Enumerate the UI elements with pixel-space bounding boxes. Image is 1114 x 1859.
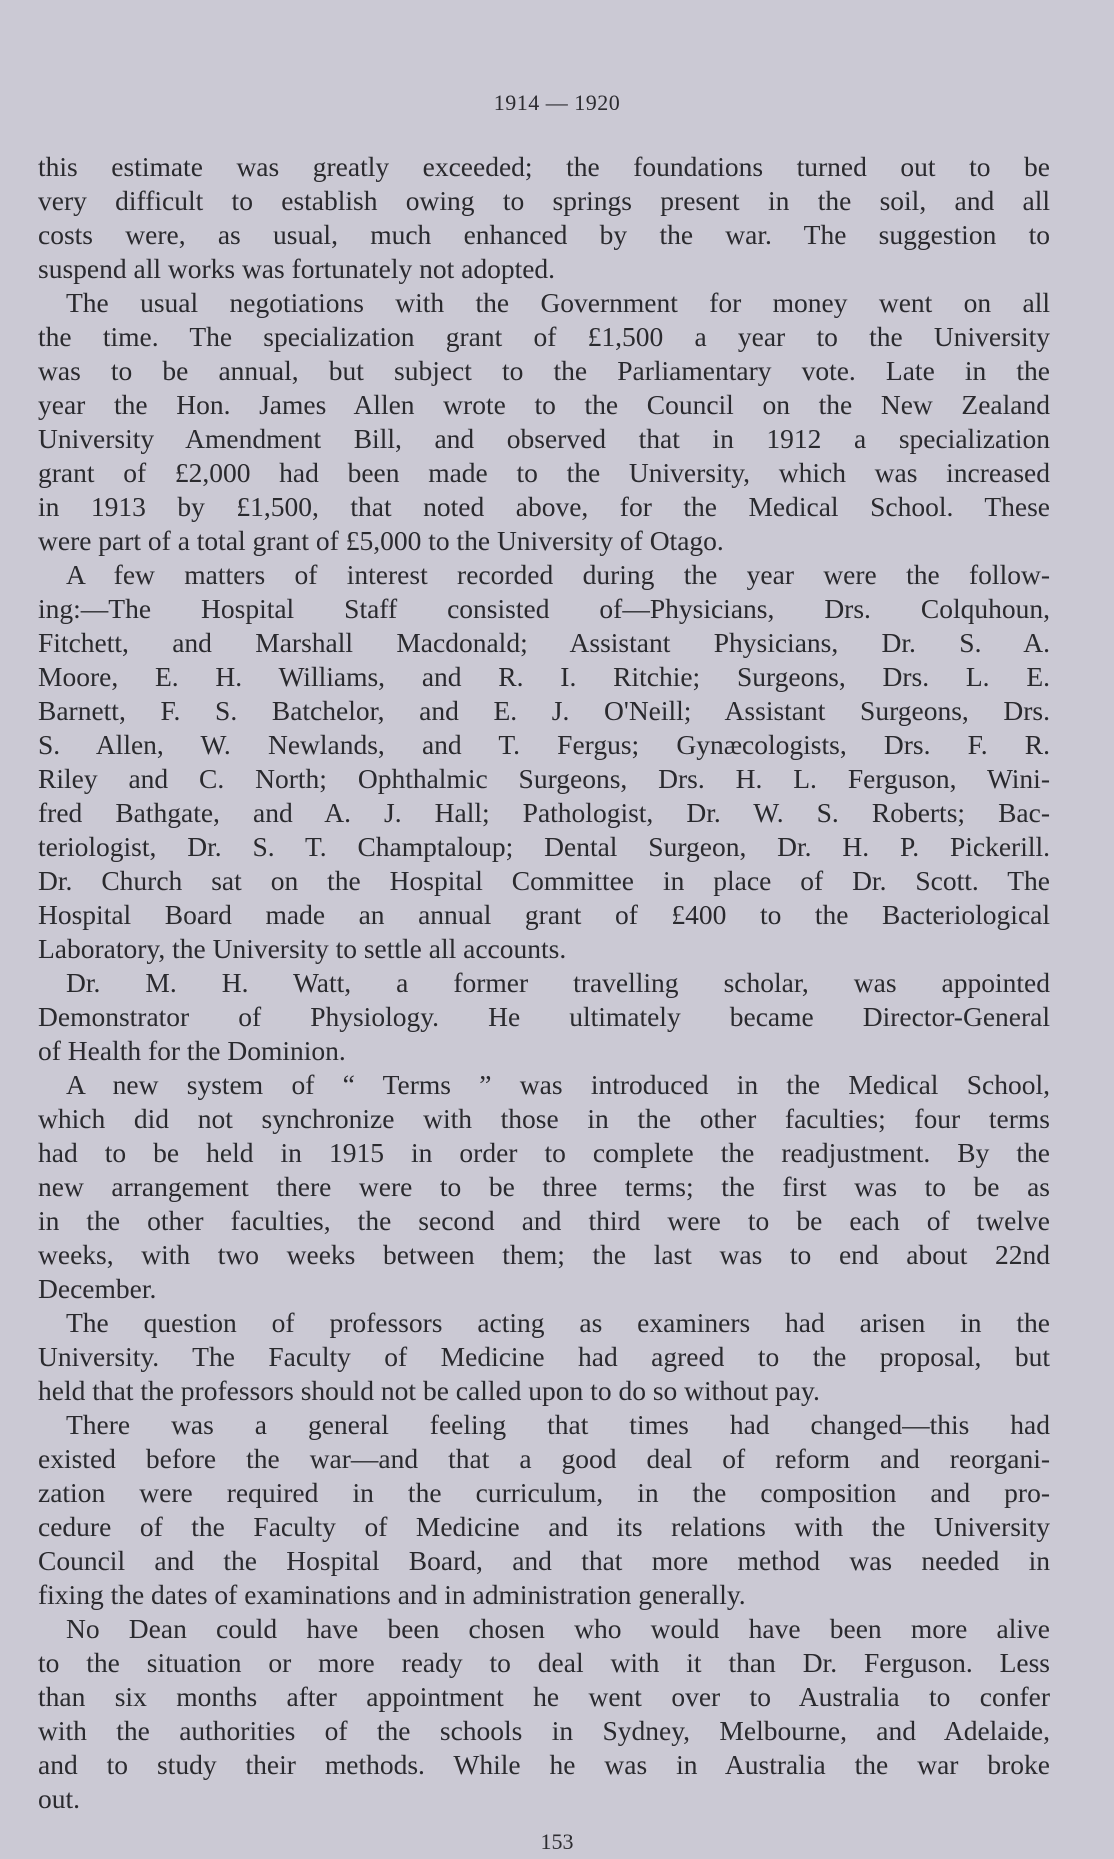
- text-line: University. The Faculty of Medicine had agreed to the proposal, but: [38, 1341, 1050, 1372]
- text-line: Moore, E. H. Williams, and R. I. Ritchie; Surgeons, Drs. L. E.: [38, 661, 1050, 692]
- text-line: suspend all works was fortunately not adopted.: [38, 253, 556, 284]
- page-number: 153: [540, 1829, 574, 1854]
- text-line: December.: [38, 1273, 157, 1304]
- text-line: No Dean could have been chosen who would have been more alive: [66, 1613, 1050, 1644]
- text-line: There was a general feeling that times had changed—this had: [66, 1409, 1050, 1440]
- text-line: A new system of “ Terms ” was introduced in the Medical School,: [66, 1069, 1050, 1100]
- text-line: zation were required in the curriculum, in the composition and pro-: [38, 1477, 1050, 1508]
- text-line: existed before the war—and that a good deal of reform and reorgani-: [38, 1443, 1050, 1474]
- text-line: were part of a total grant of £5,000 to the University of Otago.: [38, 525, 724, 556]
- text-line: ing:—The Hospital Staff consisted of—Physicians, Drs. Colquhoun,: [38, 593, 1050, 624]
- text-line: Council and the Hospital Board, and that more method was needed in: [38, 1545, 1050, 1576]
- text-line: The question of professors acting as examiners had arisen in the: [66, 1307, 1050, 1338]
- running-head: 1914 — 1920: [493, 90, 621, 115]
- text-line: out.: [38, 1783, 81, 1814]
- text-line: weeks, with two weeks between them; the last was to end about 22nd: [38, 1239, 1050, 1270]
- text-line: Laboratory, the University to settle all accounts.: [38, 933, 567, 964]
- text-line: in the other faculties, the second and third were to be each of twelve: [38, 1205, 1050, 1236]
- text-line: grant of £2,000 had been made to the University, which was increased: [38, 457, 1050, 488]
- text-line: Barnett, F. S. Batchelor, and E. J. O'Neill; Assistant Surgeons, Drs.: [38, 695, 1050, 726]
- text-line: cedure of the Faculty of Medicine and its relations with the University: [38, 1511, 1050, 1542]
- text-line: year the Hon. James Allen wrote to the Council on the New Zealand: [38, 389, 1050, 420]
- text-line: fixing the dates of examinations and in administration generally.: [38, 1579, 746, 1610]
- text-line: to the situation or more ready to deal with it than Dr. Ferguson. Less: [38, 1647, 1050, 1678]
- text-line: A few matters of interest recorded during the year were the follow-: [66, 559, 1050, 590]
- text-line: The usual negotiations with the Government for money went on all: [66, 287, 1050, 318]
- text-line: new arrangement there were to be three terms; the first was to be as: [38, 1171, 1050, 1202]
- text-line: of Health for the Dominion.: [38, 1035, 346, 1066]
- text-line: with the authorities of the schools in Sydney, Melbourne, and Adelaide,: [38, 1715, 1050, 1746]
- text-line: Riley and C. North; Ophthalmic Surgeons, Drs. H. L. Ferguson, Wini-: [38, 763, 1050, 794]
- text-line: fred Bathgate, and A. J. Hall; Pathologist, Dr. W. S. Roberts; Bac-: [38, 797, 1050, 828]
- text-line: held that the professors should not be called upon to do so without pay.: [38, 1375, 820, 1406]
- text-line: than six months after appointment he went over to Australia to confer: [38, 1681, 1050, 1712]
- text-line: Hospital Board made an annual grant of £400 to the Bacteriological: [38, 899, 1050, 930]
- text-line: Dr. M. H. Watt, a former travelling scholar, was appointed: [66, 967, 1050, 998]
- text-line: Dr. Church sat on the Hospital Committee in place of Dr. Scott. The: [38, 865, 1050, 896]
- text-line: very difficult to establish owing to springs present in the soil, and all: [38, 185, 1050, 216]
- text-line: and to study their methods. While he was in Australia the war broke: [38, 1749, 1050, 1780]
- text-line: costs were, as usual, much enhanced by the war. The suggestion to: [38, 219, 1050, 250]
- text-line: was to be annual, but subject to the Parliamentary vote. Late in the: [38, 355, 1050, 386]
- text-line: in 1913 by £1,500, that noted above, for the Medical School. These: [38, 491, 1050, 522]
- text-line: which did not synchronize with those in the other faculties; four terms: [38, 1103, 1050, 1134]
- text-line: the time. The specialization grant of £1,500 a year to the University: [38, 321, 1050, 352]
- body-text: [38, 150, 1050, 1816]
- text-line: had to be held in 1915 in order to complete the readjustment. By the: [38, 1137, 1050, 1168]
- text-line: Fitchett, and Marshall Macdonald; Assistant Physicians, Dr. S. A.: [38, 627, 1050, 658]
- text-line: this estimate was greatly exceeded; the foundations turned out to be: [38, 151, 1050, 182]
- text-line: Demonstrator of Physiology. He ultimately became Director-General: [38, 1001, 1050, 1032]
- text-line: teriologist, Dr. S. T. Champtaloup; Dental Surgeon, Dr. H. P. Pickerill.: [38, 831, 1050, 862]
- text-line: S. Allen, W. Newlands, and T. Fergus; Gynæcologists, Drs. F. R.: [38, 729, 1050, 760]
- text-line: University Amendment Bill, and observed that in 1912 a specialization: [38, 423, 1050, 454]
